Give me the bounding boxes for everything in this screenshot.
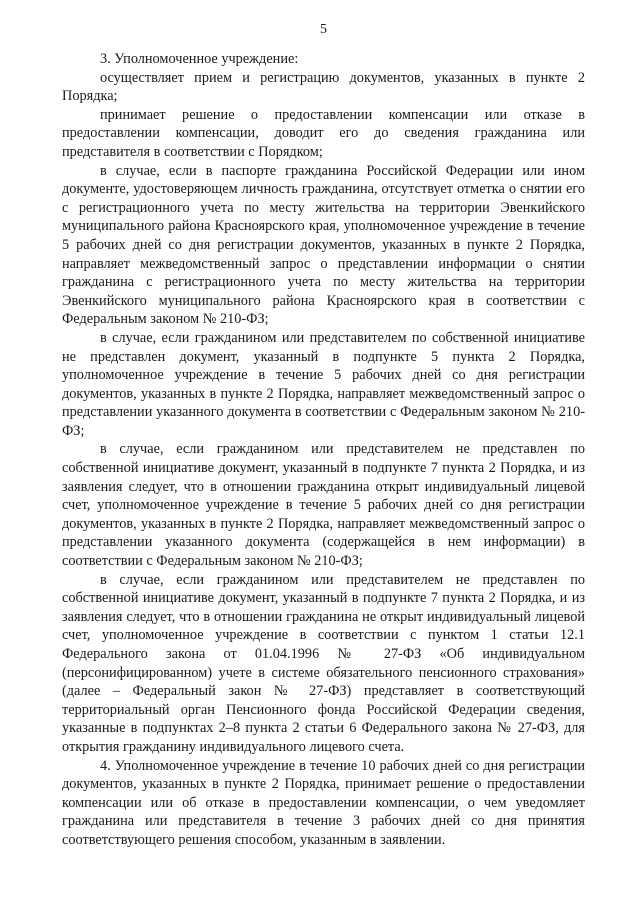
paragraph-reception: осуществляет прием и регистрацию документов, указанных в пункте 2 Порядка; — [62, 69, 585, 105]
paragraph-passport-request: в случае, если в паспорте гражданина Российской Федерации или ином документе, удостоверяющем личность гражданина, отсутствует отметка о снятии его с регистрационного учета по месту жительства на территории Эвенкийского муниципального района Красноярского края, уполномоченное учреждение в течение 5 рабочих дней со дня регистрации документов, указанных в пункте 2 Порядка, направляет межведомственный запрос о представлении информации о снятии гражданина с регистрационного учета по месту жительства на территории Эвенкийского муниципального района Красноярского края в соответствии с Федеральным законом № 210-ФЗ; — [62, 162, 585, 328]
paragraph-section-4: 4. Уполномоченное учреждение в течение 10 рабочих дней со дня регистрации документов, указанных в пункте 2 Порядка, принимает решение о предоставлении компенсации или об отказе в предоставлении компенсации, о чем уведомляет гражданина или представителя в течение 3 рабочих дней со дня принятия соответствующего решения способом, указанным в заявлении. — [62, 757, 585, 848]
page-number: 5 — [320, 22, 327, 37]
paragraph-subitem-5-request: в случае, если гражданином или представителем по собственной инициативе не представлен документ, указанный в подпункте 5 пункта 2 Порядка, уполномоченное учреждение в течение 5 рабочих дней со дня регистрации документов, указанных в пункте 2 Порядка, направляет межведомственный запрос о представлении указанного документа в соответствии с Федеральным законом № 210-ФЗ; — [62, 329, 585, 439]
paragraph-subitem-7-no-account: в случае, если гражданином или представителем не представлен по собственной инициативе документ, указанный в подпункте 7 пункта 2 Порядка, и из заявления следует, что в отношении гражданина не открыт индивидуальный лицевой счет, уполномоченное учреждение в соответствии с пунктом 1 статьи 12.1 Федерального закона от 01.04.1996 № 27-ФЗ «Об индивидуальном (персонифицированном) учете в системе обязательного пенсионного страхования» (далее – Федеральный закон № 27-ФЗ) представляет в соответствующий территориальный орган Пенсионного фонда Российской Федерации сведения, указанные в подпунктах 2–8 пункта 2 статьи 6 Федерального закона № 27-ФЗ, для открытия гражданину индивидуального лицевого счета. — [62, 571, 585, 755]
paragraph-subitem-7-open-account: в случае, если гражданином или представителем не представлен по собственной инициативе документ, указанный в подпункте 7 пункта 2 Порядка, и из заявления следует, что в отношении гражданина открыт индивидуальный лицевой счет, уполномоченное учреждение в течение 5 рабочих дней со дня регистрации документов, указанных в пункте 2 Порядка, направляет межведомственный запрос о представлении указанного документа (содержащейся в нем информации) в соответствии с Федеральным законом № 210-ФЗ; — [62, 441, 585, 570]
paragraph-decision: принимает решение о предоставлении компенсации или отказе в предоставлении компенсации, доводит его до сведения гражданина или представителя в соответствии с Порядком; — [62, 106, 585, 160]
paragraph-section-3-heading: 3. Уполномоченное учреждение: — [100, 51, 299, 67]
